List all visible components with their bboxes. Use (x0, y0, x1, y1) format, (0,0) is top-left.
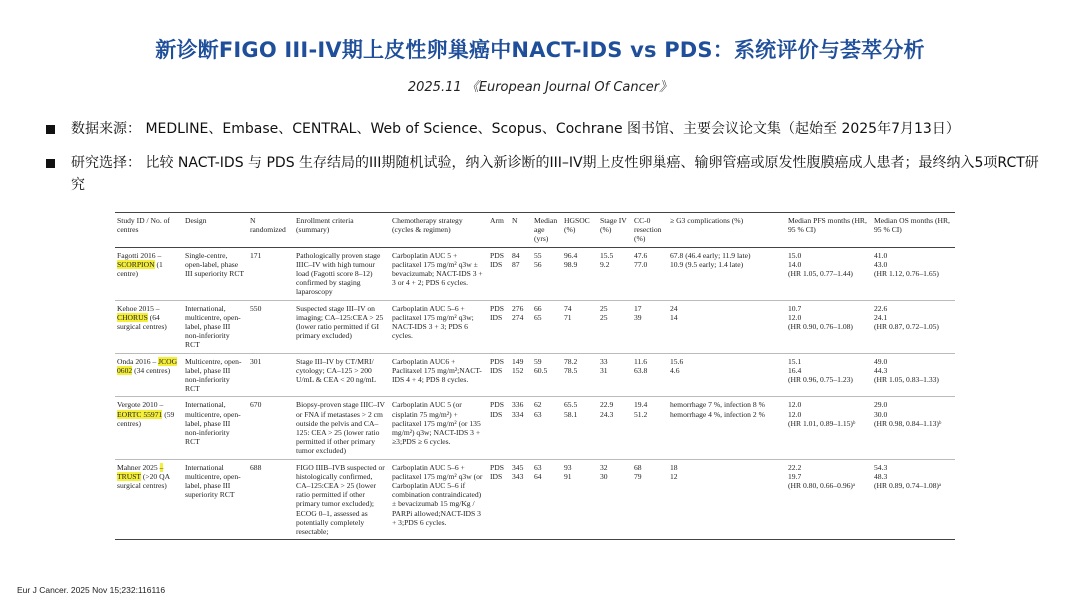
narm-value: 334 (512, 409, 524, 419)
comp-cell (668, 247, 786, 300)
n-randomized-cell: 550 (248, 300, 294, 353)
table-header-row (115, 213, 955, 248)
centre-count: (>20 QA surgical centres) (117, 471, 170, 491)
narm-cell (510, 397, 532, 459)
narm-value: 345 (512, 462, 524, 472)
narm-cell (510, 353, 532, 397)
os-cell (872, 353, 955, 397)
comp-value: hemorrhage 7 %, infection 8 % (670, 400, 765, 410)
centre-count: (59 centres) (117, 409, 175, 428)
comp-cell (668, 300, 786, 353)
hgsoc-cell (562, 459, 598, 540)
trial-name-highlight: EORTC 55971 (117, 409, 163, 419)
column-header: N randomized (248, 213, 294, 248)
age-cell (532, 247, 562, 300)
study-id-cell (115, 397, 183, 459)
arm-value: PDS (490, 303, 504, 313)
hgsoc-cell (562, 353, 598, 397)
cc0-cell (632, 247, 668, 300)
os-cell (872, 300, 955, 353)
column-header: ≥ G3 complications (%) (668, 213, 786, 248)
citation-footer: Eur J Cancer. 2025 Nov 15;232:116116 (17, 585, 166, 595)
study-author: Kehoe 2015 – (117, 303, 160, 313)
os-value: 24.1 (874, 312, 888, 322)
age-cell (532, 397, 562, 459)
arm-value: IDS (490, 409, 503, 419)
cc0-value: 19.4 (634, 400, 648, 410)
hgsoc-value: 78.2 (564, 356, 578, 366)
narm-value: 87 (512, 259, 520, 269)
comp-value: hemorrhage 4 %, infection 2 % (670, 409, 765, 419)
os-value: 41.0 (874, 250, 888, 260)
cc0-value: 79 (634, 471, 642, 481)
study-table-container (115, 212, 955, 540)
cc0-cell (632, 300, 668, 353)
column-header: Arm (488, 213, 510, 248)
arm-value: PDS (490, 462, 504, 472)
os-value: (HR 1.05, 0.83–1.33) (874, 375, 939, 385)
arm-cell (488, 300, 510, 353)
age-value: 66 (534, 303, 542, 313)
pfs-cell (786, 300, 872, 353)
comp-cell (668, 353, 786, 397)
narm-value: 84 (512, 250, 520, 260)
cc0-value: 77.0 (634, 259, 648, 269)
n-randomized-cell: 688 (248, 459, 294, 540)
study-table (115, 212, 955, 540)
pfs-value: 16.4 (788, 365, 802, 375)
chemotherapy-cell: Carboplatin AUC 5 (or cisplatin 75 mg/m²) + paclitaxel 175 mg/m² (or 135 mg/m²) q3w; NACT-IDS 3 + ≥3;PDS ≥ 6 cycles. (390, 397, 488, 459)
design-cell: International, multicentre, open-label, phase III non-inferiority RCT (183, 397, 248, 459)
arm-value: PDS (490, 356, 504, 366)
pfs-value: (HR 0.90, 0.76–1.08) (788, 322, 853, 332)
bullet-text: 研究选择： 比较 NACT-IDS 与 PDS 生存结局的III期随机试验，纳入新诊断的III–IV期上皮性卵巢癌、输卵管癌或原发性腹膜癌成人患者；最终纳入5项RCT研究 (71, 155, 1039, 193)
stage4-value: 25 (600, 303, 608, 313)
hgsoc-value: 58.1 (564, 409, 578, 419)
stage4-value: 32 (600, 462, 608, 472)
cc0-value: 17 (634, 303, 642, 313)
age-value: 63 (534, 409, 542, 419)
bullet-text: 数据来源： MEDLINE、Embase、CENTRAL、Web of Science、Scopus、Cochrane 图书馆、主要会议论文集（起始至 2025年7月13日） (71, 121, 960, 137)
trial-name-highlight: JCOG 0602 (117, 356, 178, 375)
pfs-cell (786, 459, 872, 540)
age-cell (532, 459, 562, 540)
age-value: 56 (534, 259, 542, 269)
pfs-value: 12.0 (788, 312, 802, 322)
study-author: Mahner 2025 (117, 462, 158, 472)
table-row (115, 459, 955, 540)
stage4-cell (598, 300, 632, 353)
study-id-cell (115, 459, 183, 540)
stage4-value: 33 (600, 356, 608, 366)
pfs-value: 12.0 (788, 400, 802, 410)
pfs-value: 19.7 (788, 471, 802, 481)
trial-name-highlight: SCORPION (117, 259, 155, 269)
cc0-value: 68 (634, 462, 642, 472)
comp-value: 4.6 (670, 365, 680, 375)
pfs-value: 15.0 (788, 250, 802, 260)
centre-count: (34 centres) (134, 365, 171, 375)
bullet-item (44, 152, 1044, 196)
narm-cell (510, 300, 532, 353)
column-header: CC-0 resection (%) (632, 213, 668, 248)
table-row (115, 397, 955, 459)
table-body (115, 247, 955, 540)
column-header: Design (183, 213, 248, 248)
stage4-value: 15.5 (600, 250, 614, 260)
enrollment-criteria-cell: Stage III–IV by CT/MRI/ cytology; CA–125 > 200 U/mL & CEA < 20 ng/mL (294, 353, 390, 397)
comp-value: 24 (670, 303, 678, 313)
age-value: 55 (534, 250, 542, 260)
narm-value: 149 (512, 356, 524, 366)
table-row (115, 300, 955, 353)
chemotherapy-cell: Carboplatin AUC6 + Paclitaxel 175 mg/m²;NACT-IDS 4 + 4; PDS 8 cycles. (390, 353, 488, 397)
column-header: Stage IV (%) (598, 213, 632, 248)
os-cell (872, 459, 955, 540)
cc0-value: 11.6 (634, 356, 648, 366)
hgsoc-value: 78.5 (564, 365, 578, 375)
n-randomized-cell: 171 (248, 247, 294, 300)
column-header: Enrollment criteria (summary) (294, 213, 390, 248)
hgsoc-cell (562, 300, 598, 353)
hgsoc-cell (562, 397, 598, 459)
arm-cell (488, 247, 510, 300)
bullet-square-icon (46, 159, 55, 168)
study-id-cell (115, 300, 183, 353)
narm-value: 343 (512, 471, 524, 481)
os-value: 43.0 (874, 259, 888, 269)
enrollment-criteria-cell: Suspected stage III–IV on imaging; CA–125:CEA > 25 (lower ratio permitted if GI primary excluded) (294, 300, 390, 353)
stage4-value: 22.9 (600, 400, 614, 410)
pfs-value: (HR 0.80, 0.66–0.96)ᵃ (788, 481, 856, 491)
pfs-value: (HR 1.05, 0.77–1.44) (788, 269, 853, 279)
bullet-list (44, 118, 1044, 208)
hgsoc-value: 96.4 (564, 250, 578, 260)
pfs-value: 15.1 (788, 356, 802, 366)
narm-value: 276 (512, 303, 524, 313)
os-value: 44.3 (874, 365, 888, 375)
column-header: Study ID / No. of centres (115, 213, 183, 248)
comp-value: 12 (670, 471, 678, 481)
column-header: HGSOC (%) (562, 213, 598, 248)
narm-cell (510, 247, 532, 300)
os-value: 48.3 (874, 471, 888, 481)
arm-value: PDS (490, 400, 504, 410)
design-cell: Single-centre, open-label, phase III superiority RCT (183, 247, 248, 300)
study-author: Fagotti 2016 – (117, 250, 162, 260)
cc0-value: 63.8 (634, 365, 648, 375)
enrollment-criteria-cell: Pathologically proven stage IIIC–IV with high tumour load (Fagotti score 8–12) confirmed by staging laparoscopy (294, 247, 390, 300)
arm-value: IDS (490, 471, 503, 481)
age-cell (532, 353, 562, 397)
trial-name-highlight: – TRUST (117, 462, 164, 481)
hgsoc-value: 93 (564, 462, 572, 472)
enrollment-criteria-cell: Biopsy-proven stage IIIC–IV or FNA if metastases > 2 cm outside the pelvis and CA–125: CEA > 25 (lower ratio permitted if other primary tumor excluded) (294, 397, 390, 459)
design-cell: International, multicentre, open-label, phase III non-inferiority RCT (183, 300, 248, 353)
centre-count: (64 surgical centres) (117, 312, 167, 332)
enrollment-criteria-cell: FIGO IIIB–IVB suspected or histologically confirmed, CA–125:CEA > 25 (lower ratio permitted if other primary tumor excluded); ECOG 0–1, assessed as potentially completely resectable; (294, 459, 390, 540)
hgsoc-value: 71 (564, 312, 572, 322)
stage4-value: 25 (600, 312, 608, 322)
study-id-cell (115, 247, 183, 300)
comp-cell (668, 397, 786, 459)
os-value: (HR 1.12, 0.76–1.65) (874, 269, 939, 279)
os-value: 49.0 (874, 356, 888, 366)
os-value: (HR 0.98, 0.84–1.13)ᵇ (874, 418, 942, 428)
cc0-value: 51.2 (634, 409, 648, 419)
stage4-value: 31 (600, 365, 608, 375)
pfs-cell (786, 397, 872, 459)
column-header: N (510, 213, 532, 248)
pfs-value: (HR 0.96, 0.75–1.23) (788, 375, 853, 385)
pfs-cell (786, 353, 872, 397)
cc0-cell (632, 397, 668, 459)
arm-cell (488, 459, 510, 540)
age-value: 65 (534, 312, 542, 322)
centre-count: (1 centre) (117, 259, 163, 279)
age-cell (532, 300, 562, 353)
column-header: Median age (yrs) (532, 213, 562, 248)
column-header: Median PFS months (HR, 95 % CI) (786, 213, 872, 248)
chemotherapy-cell: Carboplatin AUC 5 + paclitaxel 175 mg/m² q3w ± bevacizumab; NACT-IDS 3 + 3 or 4 + 2; PDS 6 cycles. (390, 247, 488, 300)
comp-value: 15.6 (670, 356, 684, 366)
pfs-value: 12.0 (788, 409, 802, 419)
os-value: 30.0 (874, 409, 888, 419)
cc0-cell (632, 459, 668, 540)
comp-value: 18 (670, 462, 678, 472)
chemotherapy-cell: Carboplatin AUC 5–6 + paclitaxel 175 mg/m² q3w (or Carboplatin AUC 5–6 if combination contraindicated) ± bevacizumab 15 mg/Kg / PARPi allowed;NACT-IDS 3 + 3;PDS 6 cycles. (390, 459, 488, 540)
stage4-cell (598, 353, 632, 397)
hgsoc-value: 65.5 (564, 400, 578, 410)
comp-value: 67.8 (46.4 early; 11.9 late) (670, 250, 751, 260)
stage4-cell (598, 247, 632, 300)
chemotherapy-cell: Carboplatin AUC 5–6 + paclitaxel 175 mg/m² q3w; NACT-IDS 3 + 3; PDS 6 cycles. (390, 300, 488, 353)
table-row (115, 247, 955, 300)
hgsoc-cell (562, 247, 598, 300)
pfs-value: 22.2 (788, 462, 802, 472)
comp-value: 10.9 (9.5 early; 1.4 late) (670, 259, 744, 269)
bullet-square-icon (46, 125, 55, 134)
pfs-value: (HR 1.01, 0.89–1.15)ᵇ (788, 418, 856, 428)
os-value: (HR 0.89, 0.74–1.08)ᵃ (874, 481, 942, 491)
cc0-value: 39 (634, 312, 642, 322)
column-header: Chemotherapy strategy (cycles & regimen) (390, 213, 488, 248)
cc0-cell (632, 353, 668, 397)
age-value: 62 (534, 400, 542, 410)
arm-value: IDS (490, 365, 503, 375)
age-value: 59 (534, 356, 542, 366)
age-value: 64 (534, 471, 542, 481)
narm-cell (510, 459, 532, 540)
stage4-value: 9.2 (600, 259, 610, 269)
study-id-cell (115, 353, 183, 397)
os-value: 54.3 (874, 462, 888, 472)
os-cell (872, 397, 955, 459)
age-value: 63 (534, 462, 542, 472)
bullet-item (44, 118, 1044, 140)
slide-title: 新诊断FIGO III-IV期上皮性卵巢癌中NACT-IDS vs PDS：系统评价与荟萃分析 (155, 38, 925, 62)
arm-value: IDS (490, 312, 503, 322)
hgsoc-value: 74 (564, 303, 572, 313)
pfs-value: 10.7 (788, 303, 802, 313)
os-value: 29.0 (874, 400, 888, 410)
arm-cell (488, 397, 510, 459)
os-value: 22.6 (874, 303, 888, 313)
cc0-value: 47.6 (634, 250, 648, 260)
arm-value: IDS (490, 259, 503, 269)
study-author: Onda 2016 – (117, 356, 157, 366)
pfs-cell (786, 247, 872, 300)
arm-value: PDS (490, 250, 504, 260)
trial-name-highlight: CHORUS (117, 312, 148, 322)
narm-value: 274 (512, 312, 524, 322)
column-header: Median OS months (HR, 95 % CI) (872, 213, 955, 248)
stage4-cell (598, 459, 632, 540)
os-cell (872, 247, 955, 300)
age-value: 60.5 (534, 365, 548, 375)
stage4-value: 30 (600, 471, 608, 481)
table-row (115, 353, 955, 397)
study-author: Vergote 2010 – (117, 400, 164, 410)
narm-value: 152 (512, 365, 524, 375)
stage4-value: 24.3 (600, 409, 614, 419)
hgsoc-value: 98.9 (564, 259, 578, 269)
slide-subtitle: 2025.11 《European Journal Of Cancer》 (407, 80, 673, 95)
design-cell: International multicentre, open-label, phase III superiority RCT (183, 459, 248, 540)
stage4-cell (598, 397, 632, 459)
n-randomized-cell: 301 (248, 353, 294, 397)
arm-cell (488, 353, 510, 397)
hgsoc-value: 91 (564, 471, 572, 481)
comp-cell (668, 459, 786, 540)
narm-value: 336 (512, 400, 524, 410)
n-randomized-cell: 670 (248, 397, 294, 459)
design-cell: Multicentre, open-label, phase III non-inferiority RCT (183, 353, 248, 397)
os-value: (HR 0.87, 0.72–1.05) (874, 322, 939, 332)
pfs-value: 14.0 (788, 259, 802, 269)
comp-value: 14 (670, 312, 678, 322)
